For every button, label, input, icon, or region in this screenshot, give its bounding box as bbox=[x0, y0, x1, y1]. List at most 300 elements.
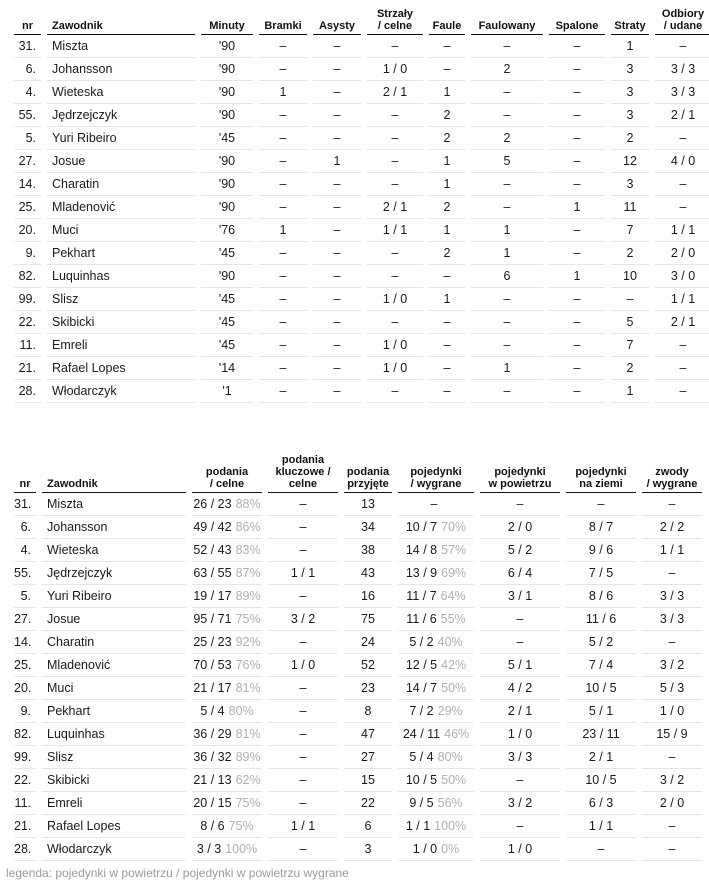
table-row bbox=[14, 676, 702, 699]
cell-tackles: – bbox=[655, 172, 709, 195]
cell-goals: – bbox=[259, 379, 307, 402]
cell-number: 4. bbox=[14, 80, 41, 103]
cell-dribbles: 3 / 3 bbox=[642, 607, 702, 630]
cell-aerial-duels: 4 / 2 bbox=[480, 676, 560, 699]
cell-passes-percent: 75% bbox=[235, 611, 261, 626]
cell-number: 5. bbox=[14, 584, 36, 607]
cell-fouls: 2 bbox=[429, 126, 465, 149]
cell-assists: – bbox=[313, 103, 361, 126]
cell-dribbles: 1 / 1 bbox=[642, 538, 702, 561]
cell-assists: – bbox=[313, 218, 361, 241]
cell-aerial-duels: 6 / 4 bbox=[480, 561, 560, 584]
cell-assists: – bbox=[313, 333, 361, 356]
cell-aerial-duels: 5 / 1 bbox=[480, 653, 560, 676]
cell-minutes: '45 bbox=[201, 241, 253, 264]
cell-player-name: Pekhart bbox=[47, 241, 195, 264]
table-row bbox=[14, 57, 709, 80]
cell-fouled: 1 bbox=[471, 356, 543, 379]
cell-received: 75 bbox=[344, 607, 392, 630]
cell-passes-percent: 75% bbox=[235, 795, 261, 810]
cell-passes-percent: 75% bbox=[228, 818, 254, 833]
cell-number: 9. bbox=[14, 699, 36, 722]
cell-aerial-duels: – bbox=[480, 630, 560, 653]
cell-received: 3 bbox=[344, 837, 392, 860]
cell-offsides: – bbox=[549, 356, 605, 379]
cell-losses: 5 bbox=[611, 310, 649, 333]
cell-tackles: – bbox=[655, 379, 709, 402]
table-row bbox=[14, 837, 702, 860]
cell-number: 21. bbox=[14, 356, 41, 379]
cell-duels-value: 9 / 5 bbox=[409, 795, 434, 810]
cell-assists: – bbox=[313, 34, 361, 57]
cell-duels-value: 13 / 9 bbox=[405, 565, 438, 580]
cell-fouled: 5 bbox=[471, 149, 543, 172]
cell-player-name: Charatin bbox=[47, 172, 195, 195]
cell-passes-percent: 76% bbox=[235, 657, 261, 672]
cell-duels-percent: 50% bbox=[441, 680, 467, 695]
table-row bbox=[14, 791, 702, 814]
cell-losses: 3 bbox=[611, 80, 649, 103]
table-row bbox=[14, 218, 709, 241]
cell-passes-percent: 62% bbox=[235, 772, 261, 787]
cell-duels bbox=[398, 630, 474, 653]
cell-passes bbox=[192, 538, 262, 561]
cell-player-name: Mladenović bbox=[42, 653, 186, 676]
cell-passes-value: 3 / 3 bbox=[196, 841, 222, 856]
cell-dribbles: – bbox=[642, 630, 702, 653]
cell-losses: 2 bbox=[611, 241, 649, 264]
cell-number: 9. bbox=[14, 241, 41, 264]
table-row bbox=[14, 195, 709, 218]
cell-number: 99. bbox=[14, 287, 41, 310]
cell-losses: 11 bbox=[611, 195, 649, 218]
cell-ground-duels: 5 / 2 bbox=[566, 630, 636, 653]
cell-passes-percent: 89% bbox=[235, 749, 261, 764]
cell-duels-percent: 57% bbox=[441, 542, 467, 557]
cell-player-name: Jędrzejczyk bbox=[47, 103, 195, 126]
cell-passes-value: 36 / 32 bbox=[193, 749, 232, 764]
cell-dribbles: – bbox=[642, 745, 702, 768]
cell-dribbles: 2 / 0 bbox=[642, 791, 702, 814]
cell-tackles: – bbox=[655, 195, 709, 218]
cell-key-passes: – bbox=[268, 630, 338, 653]
cell-received: 15 bbox=[344, 768, 392, 791]
cell-player-name: Muci bbox=[42, 676, 186, 699]
table-row bbox=[14, 584, 702, 607]
cell-offsides: – bbox=[549, 126, 605, 149]
table-row bbox=[14, 333, 709, 356]
cell-passes bbox=[192, 814, 262, 837]
cell-key-passes: 3 / 2 bbox=[268, 607, 338, 630]
cell-goals: – bbox=[259, 172, 307, 195]
cell-losses: 3 bbox=[611, 103, 649, 126]
cell-number: 6. bbox=[14, 515, 36, 538]
cell-aerial-duels: 2 / 0 bbox=[480, 515, 560, 538]
cell-duels-percent: 55% bbox=[440, 611, 466, 626]
cell-duels bbox=[398, 676, 474, 699]
cell-minutes: '45 bbox=[201, 126, 253, 149]
cell-goals: 1 bbox=[259, 80, 307, 103]
cell-shots: 1 / 1 bbox=[367, 218, 423, 241]
table-row bbox=[14, 492, 702, 515]
cell-duels-value: 5 / 2 bbox=[409, 634, 434, 649]
table-row bbox=[14, 515, 702, 538]
cell-duels bbox=[398, 791, 474, 814]
cell-aerial-duels: 3 / 1 bbox=[480, 584, 560, 607]
cell-received: 24 bbox=[344, 630, 392, 653]
cell-number: 21. bbox=[14, 814, 36, 837]
cell-assists: 1 bbox=[313, 149, 361, 172]
cell-losses: 12 bbox=[611, 149, 649, 172]
cell-offsides: – bbox=[549, 241, 605, 264]
cell-fouls: 1 bbox=[429, 218, 465, 241]
col-header-received: podania przyjęte bbox=[344, 446, 392, 492]
cell-number: 27. bbox=[14, 149, 41, 172]
cell-passes-value: 52 / 43 bbox=[193, 542, 232, 557]
cell-fouls: 2 bbox=[429, 103, 465, 126]
cell-fouls: – bbox=[429, 356, 465, 379]
cell-losses: 1 bbox=[611, 34, 649, 57]
cell-passes-percent: 83% bbox=[235, 542, 261, 557]
cell-shots: – bbox=[367, 149, 423, 172]
cell-received: 47 bbox=[344, 722, 392, 745]
cell-dribbles: 3 / 3 bbox=[642, 584, 702, 607]
cell-key-passes: – bbox=[268, 768, 338, 791]
cell-goals: – bbox=[259, 34, 307, 57]
cell-player-name: Emreli bbox=[42, 791, 186, 814]
cell-received: 6 bbox=[344, 814, 392, 837]
cell-assists: – bbox=[313, 195, 361, 218]
cell-dribbles: – bbox=[642, 814, 702, 837]
cell-losses: 3 bbox=[611, 57, 649, 80]
cell-received: 43 bbox=[344, 561, 392, 584]
cell-passes-value: 20 / 15 bbox=[193, 795, 232, 810]
col-header-aerial-duels: pojedynki w powietrzu bbox=[480, 446, 560, 492]
table-row bbox=[14, 561, 702, 584]
cell-passes bbox=[192, 768, 262, 791]
cell-ground-duels: 8 / 6 bbox=[566, 584, 636, 607]
cell-received: 23 bbox=[344, 676, 392, 699]
cell-duels bbox=[398, 837, 474, 860]
cell-player-name: Mladenović bbox=[47, 195, 195, 218]
cell-minutes: '45 bbox=[201, 287, 253, 310]
cell-assists: – bbox=[313, 287, 361, 310]
cell-number: 22. bbox=[14, 310, 41, 333]
cell-duels-percent: 29% bbox=[437, 703, 463, 718]
cell-number: 82. bbox=[14, 264, 41, 287]
cell-duels bbox=[398, 584, 474, 607]
cell-fouled: – bbox=[471, 195, 543, 218]
cell-key-passes: – bbox=[268, 722, 338, 745]
cell-passes-value: 26 / 23 bbox=[193, 496, 232, 511]
table-row bbox=[14, 653, 702, 676]
cell-assists: – bbox=[313, 356, 361, 379]
cell-player-name: Slisz bbox=[47, 287, 195, 310]
cell-offsides: – bbox=[549, 333, 605, 356]
cell-ground-duels: – bbox=[566, 492, 636, 515]
cell-tackles: – bbox=[655, 34, 709, 57]
cell-minutes: '45 bbox=[201, 333, 253, 356]
cell-shots: – bbox=[367, 34, 423, 57]
cell-shots: 1 / 0 bbox=[367, 356, 423, 379]
cell-assists: – bbox=[313, 379, 361, 402]
cell-tackles: 3 / 3 bbox=[655, 80, 709, 103]
cell-tackles: 1 / 1 bbox=[655, 287, 709, 310]
cell-player-name: Luquinhas bbox=[42, 722, 186, 745]
cell-passes-percent: 92% bbox=[235, 634, 261, 649]
passing-duels-table bbox=[14, 446, 702, 861]
cell-tackles: 2 / 1 bbox=[655, 103, 709, 126]
cell-key-passes: – bbox=[268, 837, 338, 860]
table-row bbox=[14, 126, 709, 149]
cell-duels bbox=[398, 515, 474, 538]
cell-tackles: – bbox=[655, 126, 709, 149]
cell-duels-value: 11 / 7 bbox=[406, 588, 437, 603]
match-stats-table bbox=[14, 4, 709, 403]
col-header-key-passes: podania kluczowe / celne bbox=[268, 446, 338, 492]
cell-received: 22 bbox=[344, 791, 392, 814]
cell-passes bbox=[192, 699, 262, 722]
table-row bbox=[14, 264, 709, 287]
table-row bbox=[14, 310, 709, 333]
cell-tackles: 3 / 0 bbox=[655, 264, 709, 287]
cell-passes-percent: 100% bbox=[225, 841, 258, 856]
cell-goals: – bbox=[259, 333, 307, 356]
table-row bbox=[14, 80, 709, 103]
cell-duels-value: 24 / 11 bbox=[402, 726, 441, 741]
cell-shots: 1 / 0 bbox=[367, 57, 423, 80]
cell-passes bbox=[192, 515, 262, 538]
cell-passes bbox=[192, 722, 262, 745]
cell-number: 28. bbox=[14, 379, 41, 402]
cell-player-name: Pekhart bbox=[42, 699, 186, 722]
cell-passes-percent: 81% bbox=[235, 680, 261, 695]
cell-passes-percent: 87% bbox=[235, 565, 261, 580]
cell-tackles: – bbox=[655, 356, 709, 379]
cell-duels-value: 12 / 5 bbox=[405, 657, 438, 672]
cell-fouls: 1 bbox=[429, 80, 465, 103]
cell-passes-percent: 80% bbox=[228, 703, 254, 718]
cell-passes bbox=[192, 561, 262, 584]
cell-duels-percent: 50% bbox=[441, 772, 467, 787]
cell-passes bbox=[192, 492, 262, 515]
cell-duels-percent: 42% bbox=[441, 657, 467, 672]
cell-passes-value: 70 / 53 bbox=[193, 657, 232, 672]
cell-minutes: '90 bbox=[201, 149, 253, 172]
cell-offsides: – bbox=[549, 310, 605, 333]
cell-number: 31. bbox=[14, 34, 41, 57]
cell-tackles: 2 / 0 bbox=[655, 241, 709, 264]
cell-ground-duels: 7 / 5 bbox=[566, 561, 636, 584]
cell-assists: – bbox=[313, 241, 361, 264]
cell-fouled: – bbox=[471, 287, 543, 310]
table-row bbox=[14, 103, 709, 126]
cell-key-passes: 1 / 1 bbox=[268, 814, 338, 837]
cell-duels-value: 1 / 0 bbox=[412, 841, 438, 856]
cell-offsides: – bbox=[549, 149, 605, 172]
cell-fouls: 2 bbox=[429, 241, 465, 264]
cell-fouls: 1 bbox=[429, 287, 465, 310]
table-row bbox=[14, 287, 709, 310]
cell-passes-value: 49 / 42 bbox=[193, 519, 232, 534]
cell-shots: – bbox=[367, 172, 423, 195]
cell-number: 22. bbox=[14, 768, 36, 791]
table-row bbox=[14, 607, 702, 630]
cell-minutes: '90 bbox=[201, 195, 253, 218]
cell-number: 99. bbox=[14, 745, 36, 768]
cell-offsides: – bbox=[549, 172, 605, 195]
cell-number: 28. bbox=[14, 837, 36, 860]
cell-duels-percent: 69% bbox=[441, 565, 467, 580]
cell-ground-duels: 1 / 1 bbox=[566, 814, 636, 837]
cell-minutes: '90 bbox=[201, 103, 253, 126]
cell-duels-value: 5 / 4 bbox=[409, 749, 434, 764]
cell-ground-duels: 2 / 1 bbox=[566, 745, 636, 768]
cell-passes-value: 5 / 4 bbox=[200, 703, 225, 718]
cell-minutes: '14 bbox=[201, 356, 253, 379]
cell-goals: – bbox=[259, 287, 307, 310]
cell-fouled: 1 bbox=[471, 218, 543, 241]
cell-duels-value: 11 / 6 bbox=[406, 611, 437, 626]
table-row bbox=[14, 379, 709, 402]
cell-dribbles: 3 / 2 bbox=[642, 653, 702, 676]
cell-received: 34 bbox=[344, 515, 392, 538]
cell-received: 13 bbox=[344, 492, 392, 515]
cell-player-name: Wieteska bbox=[42, 538, 186, 561]
cell-aerial-duels: 3 / 2 bbox=[480, 791, 560, 814]
cell-minutes: '45 bbox=[201, 310, 253, 333]
cell-number: 20. bbox=[14, 676, 36, 699]
cell-duels-value: 1 / 1 bbox=[405, 818, 431, 833]
cell-number: 6. bbox=[14, 57, 41, 80]
cell-aerial-duels: 1 / 0 bbox=[480, 837, 560, 860]
cell-number: 31. bbox=[14, 492, 36, 515]
cell-key-passes: – bbox=[268, 791, 338, 814]
cell-number: 25. bbox=[14, 195, 41, 218]
cell-duels-percent: 100% bbox=[434, 818, 467, 833]
cell-number: 55. bbox=[14, 561, 36, 584]
cell-passes-percent: 86% bbox=[235, 519, 261, 534]
cell-minutes: '90 bbox=[201, 172, 253, 195]
col-header-assists: Asysty bbox=[313, 4, 361, 34]
cell-duels-percent: 64% bbox=[440, 588, 466, 603]
cell-ground-duels: 10 / 5 bbox=[566, 676, 636, 699]
cell-key-passes: 1 / 1 bbox=[268, 561, 338, 584]
cell-aerial-duels: 5 / 2 bbox=[480, 538, 560, 561]
cell-passes-value: 63 / 55 bbox=[193, 565, 232, 580]
cell-fouls: 2 bbox=[429, 195, 465, 218]
cell-shots: – bbox=[367, 103, 423, 126]
cell-player-name: Włodarczyk bbox=[47, 379, 195, 402]
cell-dribbles: 3 / 2 bbox=[642, 768, 702, 791]
cell-fouled: 1 bbox=[471, 241, 543, 264]
cell-shots: 1 / 0 bbox=[367, 333, 423, 356]
cell-passes-value: 25 / 23 bbox=[193, 634, 232, 649]
cell-fouled: – bbox=[471, 172, 543, 195]
cell-received: 52 bbox=[344, 653, 392, 676]
cell-dribbles: 2 / 2 bbox=[642, 515, 702, 538]
cell-player-name: Miszta bbox=[47, 34, 195, 57]
cell-offsides: 1 bbox=[549, 195, 605, 218]
cell-key-passes: 1 / 0 bbox=[268, 653, 338, 676]
cell-key-passes: – bbox=[268, 492, 338, 515]
cell-passes bbox=[192, 630, 262, 653]
cell-aerial-duels: – bbox=[480, 814, 560, 837]
cell-duels-percent: 46% bbox=[444, 726, 470, 741]
cell-tackles: 4 / 0 bbox=[655, 149, 709, 172]
cell-goals: – bbox=[259, 103, 307, 126]
cell-offsides: – bbox=[549, 379, 605, 402]
cell-number: 25. bbox=[14, 653, 36, 676]
cell-number: 14. bbox=[14, 630, 36, 653]
cell-duels-value: 14 / 7 bbox=[405, 680, 438, 695]
cell-passes-percent: 88% bbox=[235, 496, 261, 511]
cell-losses: 2 bbox=[611, 126, 649, 149]
cell-assists: – bbox=[313, 172, 361, 195]
col-header-duels: pojedynki / wygrane bbox=[398, 446, 474, 492]
cell-duels-percent: 80% bbox=[437, 749, 463, 764]
cell-passes bbox=[192, 745, 262, 768]
col-header-player: Zawodnik bbox=[42, 446, 186, 492]
cell-player-name: Skibicki bbox=[42, 768, 186, 791]
cell-tackles: 3 / 3 bbox=[655, 57, 709, 80]
cell-passes bbox=[192, 791, 262, 814]
cell-shots: – bbox=[367, 264, 423, 287]
cell-dribbles: 1 / 0 bbox=[642, 699, 702, 722]
cell-fouled: 2 bbox=[471, 57, 543, 80]
cell-duels-value: 10 / 7 bbox=[405, 519, 438, 534]
col-header-minutes: Minuty bbox=[201, 4, 253, 34]
cell-ground-duels: 10 / 5 bbox=[566, 768, 636, 791]
cell-goals: – bbox=[259, 195, 307, 218]
cell-aerial-duels: 3 / 3 bbox=[480, 745, 560, 768]
cell-fouled: – bbox=[471, 34, 543, 57]
cell-duels-percent: 56% bbox=[437, 795, 463, 810]
cell-fouls: – bbox=[429, 264, 465, 287]
table-row bbox=[14, 699, 702, 722]
cell-goals: – bbox=[259, 149, 307, 172]
cell-received: 8 bbox=[344, 699, 392, 722]
cell-losses: 10 bbox=[611, 264, 649, 287]
cell-key-passes: – bbox=[268, 538, 338, 561]
cell-duels bbox=[398, 653, 474, 676]
cell-fouls: – bbox=[429, 57, 465, 80]
cell-key-passes: – bbox=[268, 745, 338, 768]
cell-passes bbox=[192, 837, 262, 860]
legend-note: legenda: pojedynki w powietrzu / pojedynki w powietrzu wygrane bbox=[6, 866, 349, 880]
cell-offsides: – bbox=[549, 218, 605, 241]
cell-shots: – bbox=[367, 310, 423, 333]
cell-player-name: Rafael Lopes bbox=[42, 814, 186, 837]
cell-passes bbox=[192, 607, 262, 630]
cell-duels bbox=[398, 722, 474, 745]
cell-fouled: – bbox=[471, 310, 543, 333]
cell-passes-value: 21 / 13 bbox=[193, 772, 232, 787]
cell-dribbles: 5 / 3 bbox=[642, 676, 702, 699]
table-row bbox=[14, 630, 702, 653]
table-row bbox=[14, 768, 702, 791]
cell-aerial-duels: – bbox=[480, 768, 560, 791]
cell-player-name: Johansson bbox=[42, 515, 186, 538]
cell-number: 27. bbox=[14, 607, 36, 630]
cell-player-name: Miszta bbox=[42, 492, 186, 515]
cell-duels-value: 14 / 8 bbox=[405, 542, 438, 557]
cell-duels-value: 10 / 5 bbox=[405, 772, 438, 787]
cell-shots: 1 / 0 bbox=[367, 287, 423, 310]
cell-passes-percent: 89% bbox=[235, 588, 261, 603]
cell-fouls: 1 bbox=[429, 172, 465, 195]
cell-player-name: Josue bbox=[47, 149, 195, 172]
